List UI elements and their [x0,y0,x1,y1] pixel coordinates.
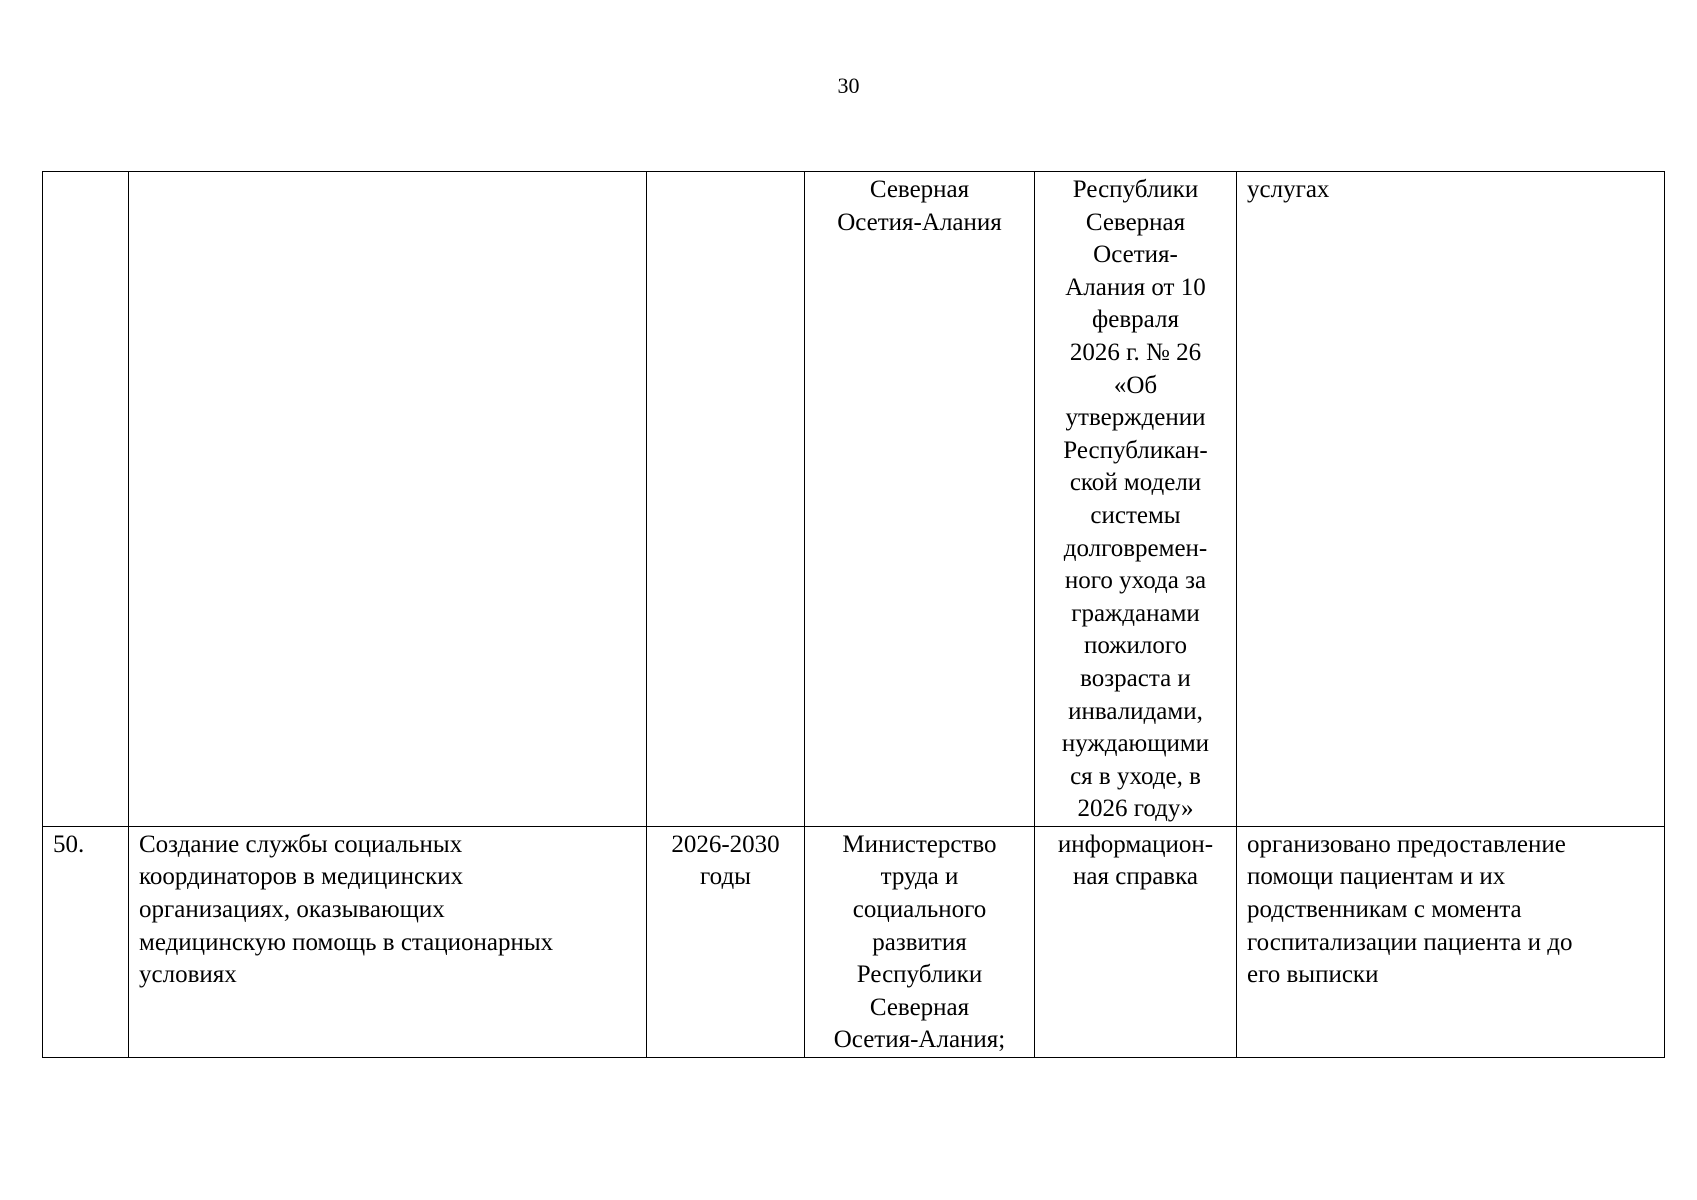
row-number-cell [43,826,129,1057]
term-cell [647,172,805,827]
result-text-line: услугах [1247,176,1330,203]
number-text-line: 50. [53,830,85,858]
page-number: 30 [837,73,860,98]
executor-text-line: развития [872,928,967,956]
document-text-line: «Об [1113,371,1158,399]
document-text-line: долговремен- [1063,534,1208,562]
document-text-line: инвалидами, [1068,697,1203,725]
event-text-line: Создание службы социальных [139,830,463,858]
document-cell [1035,826,1237,1057]
event-text-line: координаторов в медицинских [139,863,464,891]
measures-table [42,171,1665,1058]
table-row [43,826,1665,1057]
result-cell [1237,172,1665,827]
row-number-cell [43,172,129,827]
executor-text-line: социального [852,896,987,924]
document-text-line: ся в уходе, в [1070,762,1201,790]
executor-text-line: Министерство [842,830,997,858]
document-text-line: ная справка [1073,863,1198,891]
executor-cell [805,172,1035,827]
term-text-line: 2026-2030 [671,830,780,858]
document-text-line: нуждающими [1061,730,1210,758]
result-cell [1237,826,1665,1057]
document-text-line: Алания от 10 [1065,273,1206,301]
document-text-line: 2026 году» [1077,795,1194,823]
result-text-line: госпитализации пациента и до [1247,928,1573,956]
event-text-line: медицинскую помощь в стационарных [139,928,554,956]
document-text-line: 2026 г. № 26 [1069,338,1202,366]
result-text-line: организовано предоставление [1247,830,1566,858]
term-cell [647,826,805,1057]
result-text-line: родственникам с момента [1247,896,1522,924]
document-cell [1035,172,1237,827]
document-text-line: февраля [1092,306,1179,334]
executor-cell [805,826,1035,1057]
document-text-line: Республики [1072,176,1199,203]
executor-text-line: Северная [869,176,970,203]
executor-text-line: Северная [869,993,970,1021]
table-row [43,172,1665,827]
document-text-line: информацион- [1057,830,1214,858]
event-cell [129,172,647,827]
document-text-line: возраста и [1080,664,1191,692]
document-text-line: утверждении [1065,404,1206,432]
executor-text-line: Осетия-Алания; [833,1026,1006,1054]
event-cell [129,826,647,1057]
term-text-line: годы [700,863,751,891]
document-text-line: Северная [1085,208,1186,236]
event-text-line: организациях, оказывающих [139,896,445,924]
document-text-line: Республикан- [1063,436,1208,464]
document-text-line: системы [1090,501,1181,529]
executor-text-line: Республики [856,961,983,989]
executor-text-line: труда и [880,863,959,891]
document-text-line: пожилого [1083,632,1187,660]
result-text-line: его выписки [1247,961,1379,989]
document-text-line: ской модели [1069,469,1202,497]
document-text-line: Осетия- [1093,241,1178,269]
result-text-line: помощи пациентам и их [1247,863,1506,891]
executor-text-line: Осетия-Алания [837,208,1002,236]
document-text-line: ного ухода за [1064,567,1207,595]
event-text-line: условиях [139,961,237,989]
document-text-line: гражданами [1071,599,1200,627]
